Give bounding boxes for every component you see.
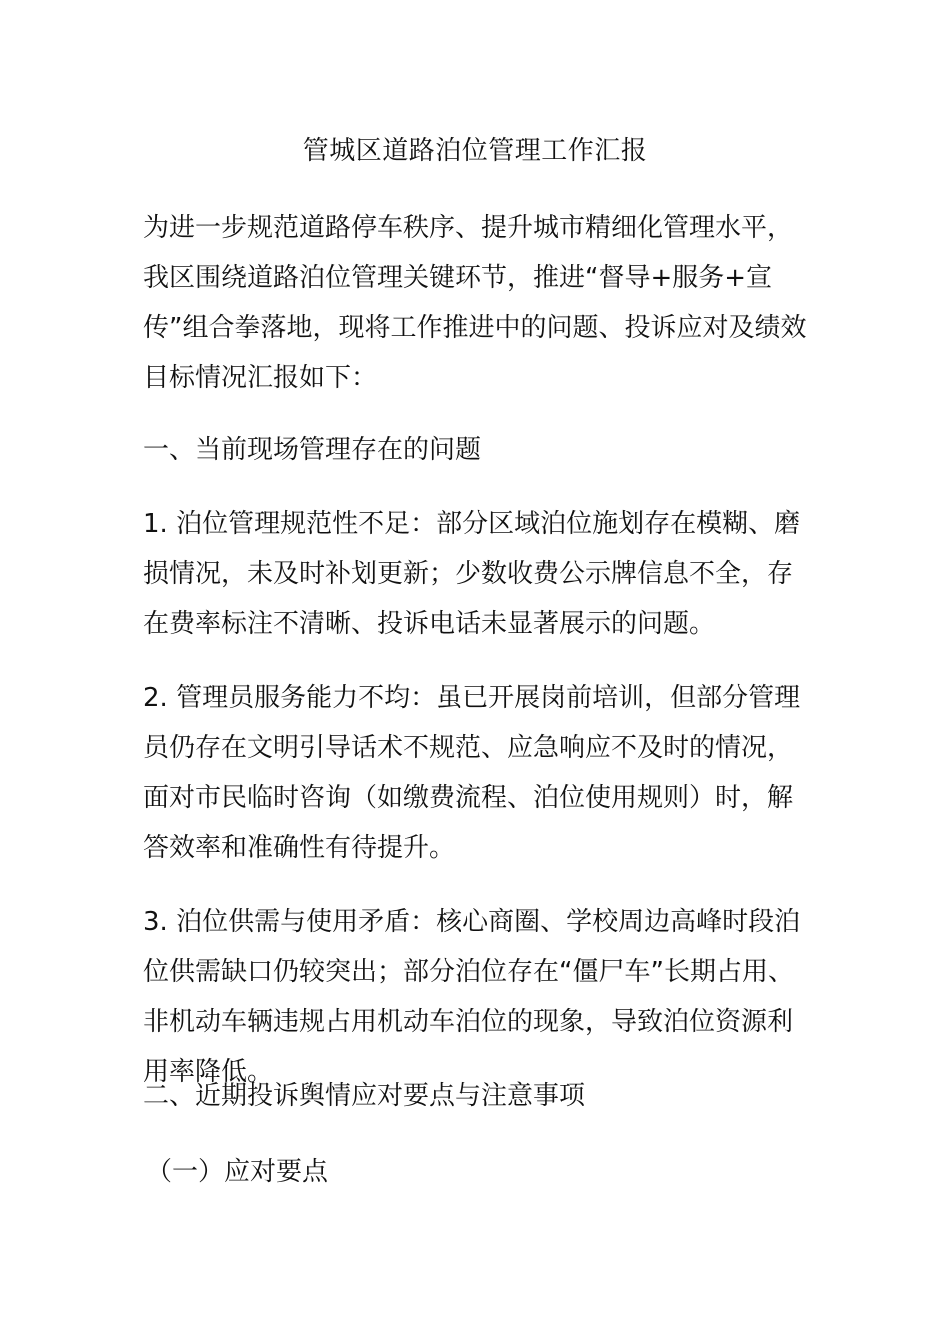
document-title: 管城区道路泊位管理工作汇报 [302,136,648,166]
section-1-item-2: 2. 管理员服务能力不均：虽已开展岗前培训，但部分管理员仍存在文明引导话术不规范、应急响应不及时的情况，面对市民临时咨询（如缴费流程、泊位使用规则）时，解答效率和准确性有待提升。 [143,683,801,863]
section-1-item-3: 3. 泊位供需与使用矛盾：核心商圈、学校周边高峰时段泊位供需缺口仍较突出；部分泊位存在“僵尸车”长期占用、非机动车辆违规占用机动车泊位的现象，导致泊位资源利用率降低。 [143,907,801,1087]
section-1-heading: 一、当前现场管理存在的问题 [143,435,482,465]
section-1-item-1: 1. 泊位管理规范性不足：部分区域泊位施划存在模糊、磨损情况，未及时补划更新；少数收费公示牌信息不全，存在费率标注不清晰、投诉电话未显著展示的问题。 [143,509,801,639]
section-2-heading: 二、近期投诉舆情应对要点与注意事项 [143,1081,586,1111]
intro-paragraph: 为进一步规范道路停车秩序、提升城市精细化管理水平，我区围绕道路泊位管理关键环节，推进“督导+服务+宣传”组合拳落地，现将工作推进中的问题、投诉应对及绩效目标情况汇报如下： [143,213,807,393]
section-2-subheading-1: （一）应对要点 [146,1157,329,1187]
